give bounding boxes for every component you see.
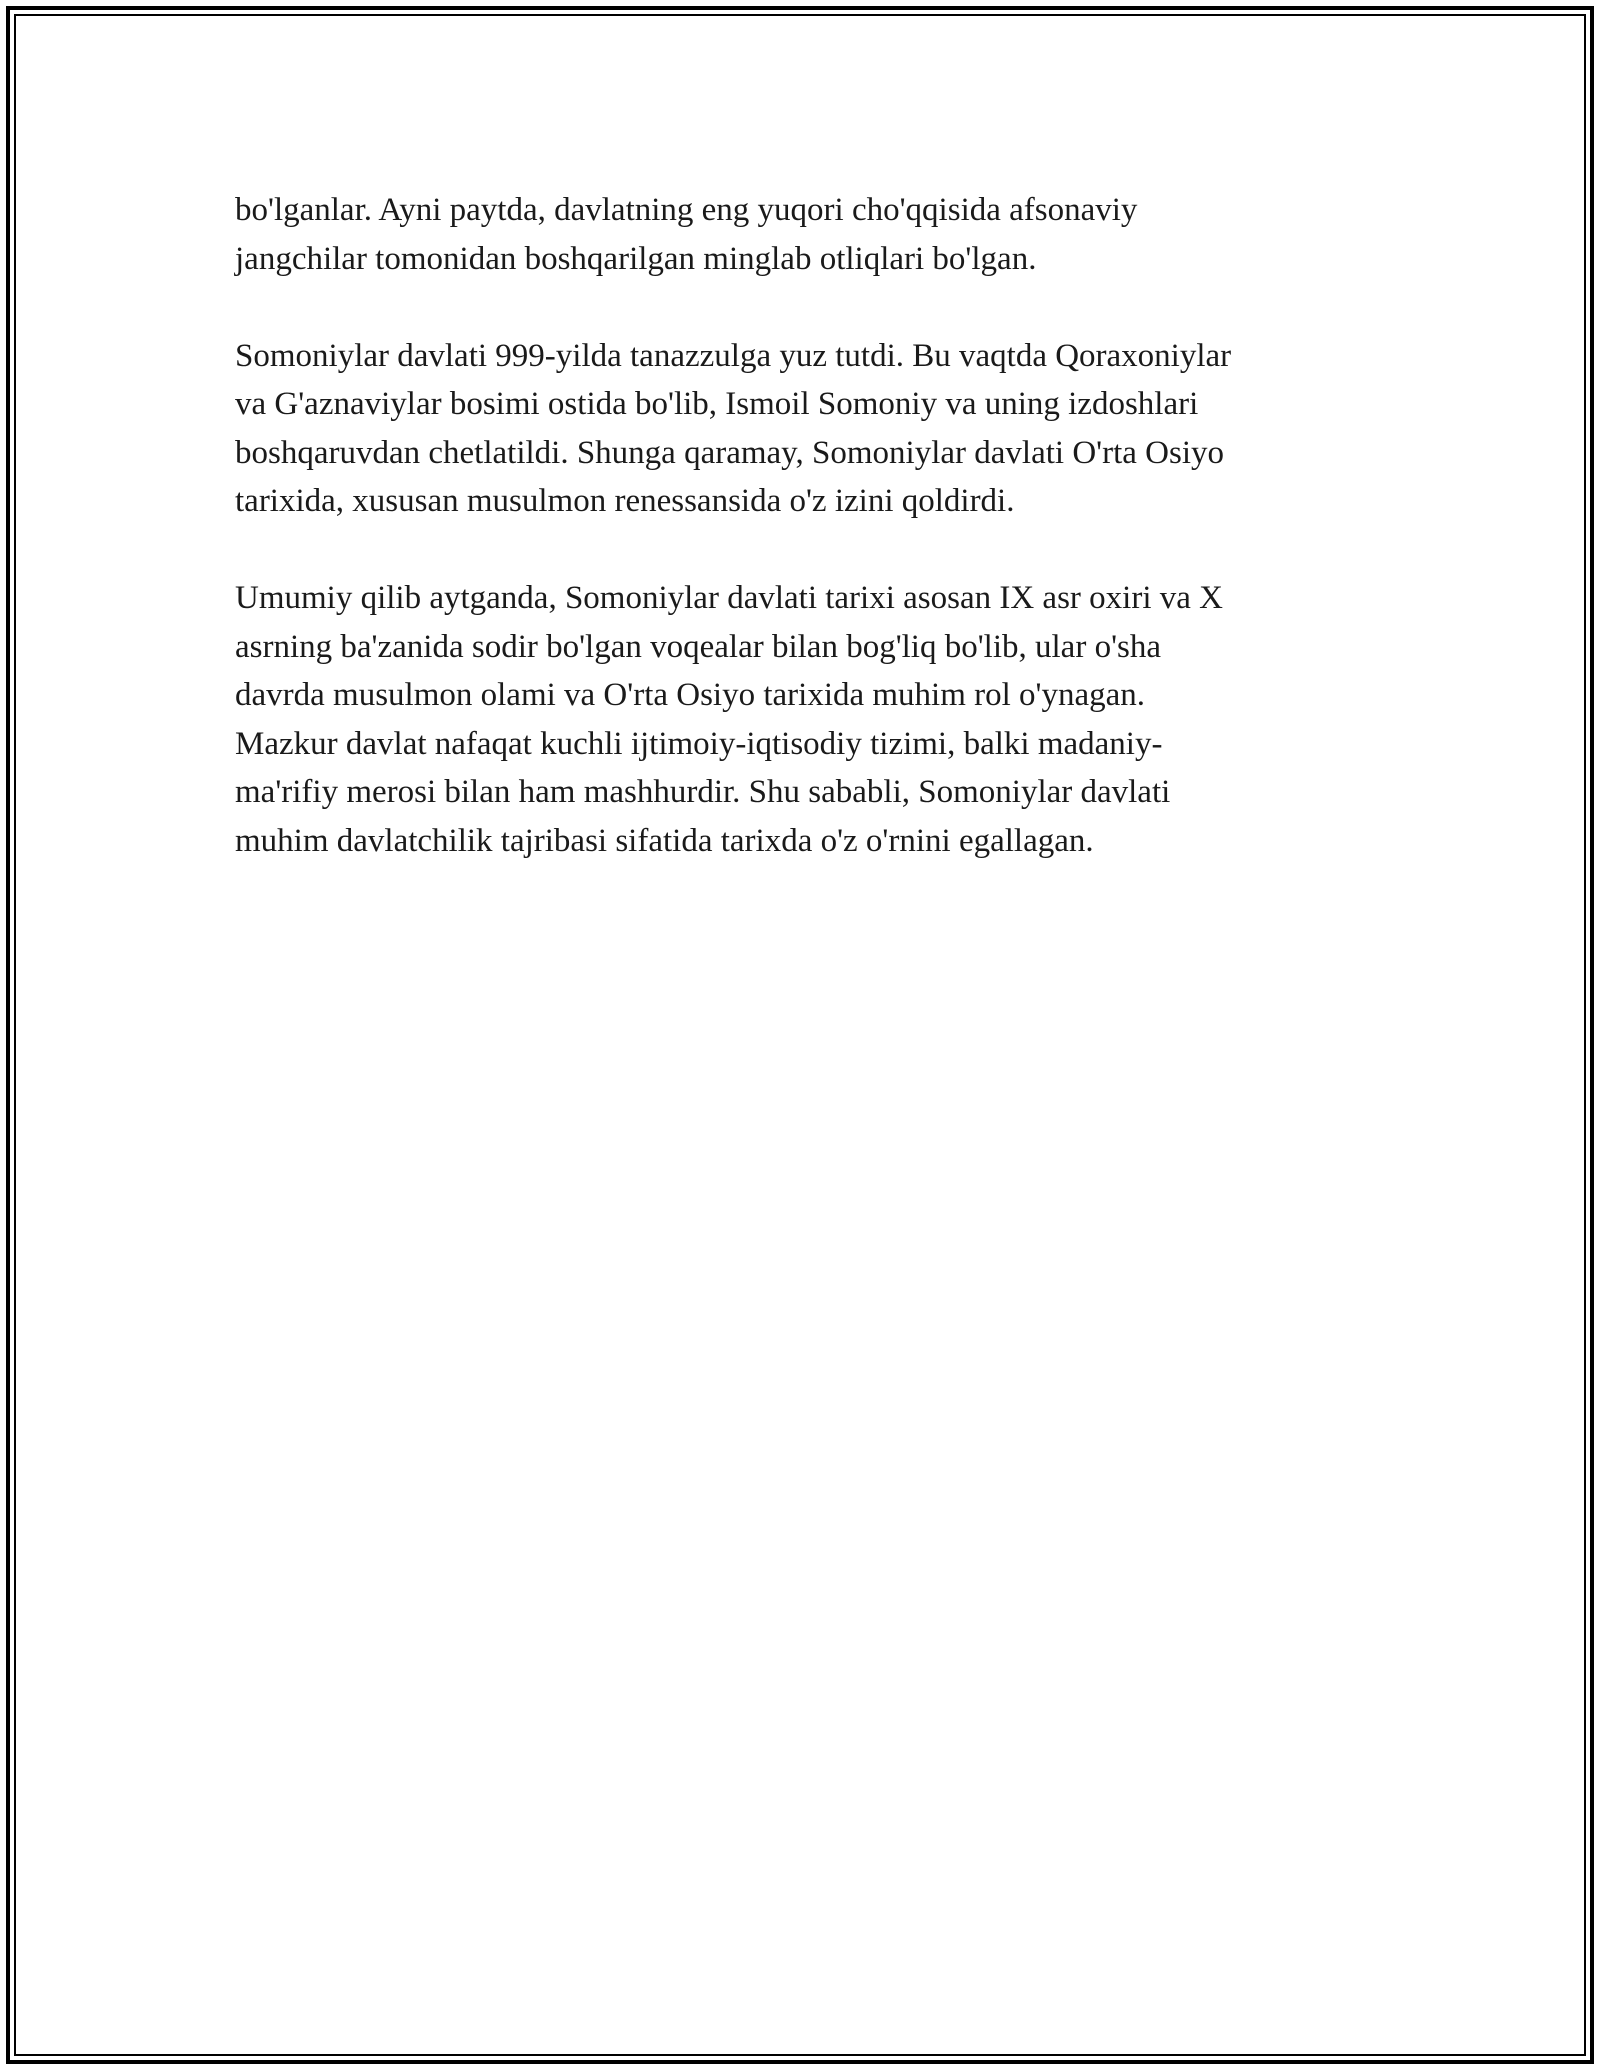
text-line: tarixida, xususan musulmon renessansida o'z izini qoldirdi. xyxy=(235,483,1015,519)
text-line: boshqaruvdan chetlatildi. Shunga qaramay, Somoniylar davlati O'rta Osiyo xyxy=(235,434,1225,471)
paragraph-2 xyxy=(235,332,1365,526)
text-line: ma'rifiy merosi bilan ham mashhurdir. Shu sababli, Somoniylar davlati xyxy=(235,774,1171,810)
text-line: Somoniylar davlati 999-yilda tanazzulga yuz tutdi. Bu vaqtda Qoraxoniylar xyxy=(235,337,1232,374)
text-line: Umumiy qilib aytganda, Somoniylar davlati tarixi asosan IX asr oxiri va X xyxy=(235,580,1223,616)
text-line: davrda musulmon olami va O'rta Osiyo tarixida muhim rol o'ynagan. xyxy=(235,677,1146,713)
text-line: jangchilar tomonidan boshqarilgan minglab otliqlari bo'lgan. xyxy=(235,240,1037,277)
text-line: muhim davlatchilik tajribasi sifatida tarixda o'z o'rnini egallagan. xyxy=(235,822,1094,859)
text-line: va G'aznaviylar bosimi ostida bo'lib, Ismoil Somoniy va uning izdoshlari xyxy=(235,386,1199,422)
document-body xyxy=(235,186,1365,914)
text-line: bo'lganlar. Ayni paytda, davlatning eng yuqori cho'qqisida afsonaviy xyxy=(235,192,1138,228)
paragraph-3 xyxy=(235,574,1365,865)
text-line: asrning ba'zanida sodir bo'lgan voqealar bilan bog'liq bo'lib, ular o'sha xyxy=(235,628,1161,665)
paragraph-1 xyxy=(235,186,1365,283)
text-line: Mazkur davlat nafaqat kuchli ijtimoiy-iqtisodiy tizimi, balki madaniy- xyxy=(235,725,1163,762)
